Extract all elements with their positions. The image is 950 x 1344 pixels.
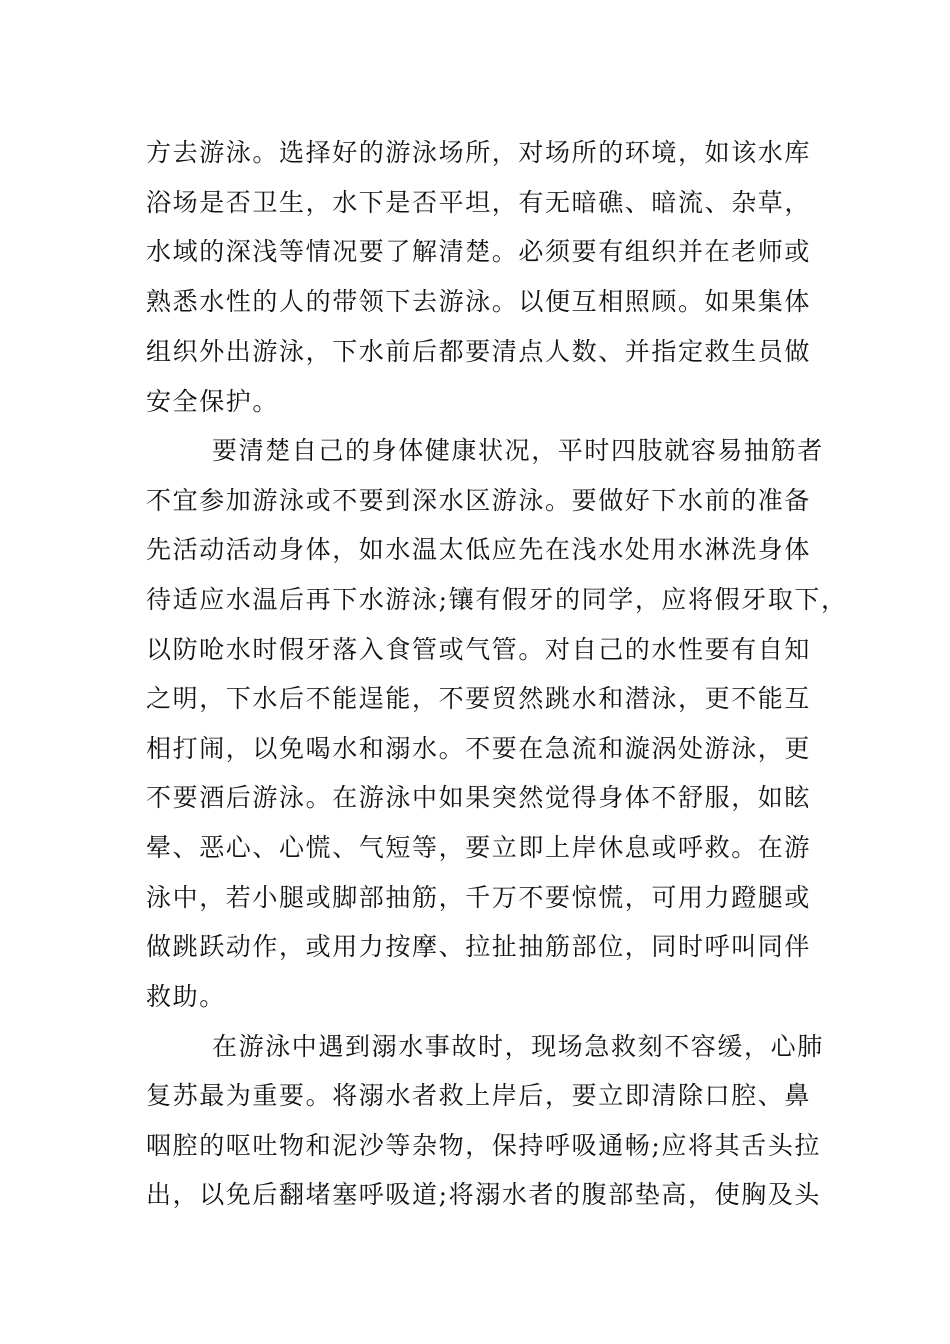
- text-line: 不要酒后游泳。在游泳中如果突然觉得身体不舒服，如眩: [146, 783, 812, 812]
- text-line: 先活动活动身体，如水温太低应先在浅水处用水淋洗身体: [146, 535, 812, 564]
- text-line: 安全保护。: [146, 387, 280, 416]
- text-line: 相打闹，以免喝水和溺水。不要在急流和漩涡处游泳，更: [146, 734, 812, 763]
- text-line: 出，以免后翻堵塞呼吸道;将溺水者的腹部垫高，使胸及头: [146, 1180, 822, 1209]
- text-line: 待适应水温后再下水游泳;镶有假牙的同学，应将假牙取下，: [146, 585, 848, 614]
- text-line: 之明，下水后不能逞能，不要贸然跳水和潜泳，更不能互: [146, 684, 812, 713]
- text-line: 复苏最为重要。将溺水者救上岸后，要立即清除口腔、鼻: [146, 1081, 812, 1110]
- text-line: 救助。: [146, 982, 226, 1011]
- paragraph-first-line: 要清楚自己的身体健康状况，平时四肢就容易抽筋者: [212, 436, 824, 465]
- text-line: 浴场是否卫生，水下是否平坦，有无暗礁、暗流、杂草，: [146, 188, 812, 217]
- text-line: 不宜参加游泳或不要到深水区游泳。要做好下水前的准备: [146, 486, 812, 515]
- text-line: 水域的深浅等情况要了解清楚。必须要有组织并在老师或: [146, 237, 812, 266]
- paragraph-first-line: 在游泳中遇到溺水事故时，现场急救刻不容缓，心肺: [212, 1032, 824, 1061]
- text-line: 咽腔的呕吐物和泥沙等杂物，保持呼吸通畅;应将其舌头拉: [146, 1131, 822, 1160]
- text-line: 以防呛水时假牙落入食管或气管。对自己的水性要有自知: [146, 635, 812, 664]
- text-line: 熟悉水性的人的带领下去游泳。以便互相照顾。如果集体: [146, 287, 812, 316]
- text-line: 泳中，若小腿或脚部抽筋，千万不要惊慌，可用力蹬腿或: [146, 883, 812, 912]
- text-line: 组织外出游泳，下水前后都要清点人数、并指定救生员做: [146, 337, 812, 366]
- text-line: 方去游泳。选择好的游泳场所，对场所的环境，如该水库: [146, 138, 812, 167]
- text-line: 晕、恶心、心慌、气短等，要立即上岸休息或呼救。在游: [146, 833, 812, 862]
- text-line: 做跳跃动作，或用力按摩、拉扯抽筋部位，同时呼叫同伴: [146, 932, 812, 961]
